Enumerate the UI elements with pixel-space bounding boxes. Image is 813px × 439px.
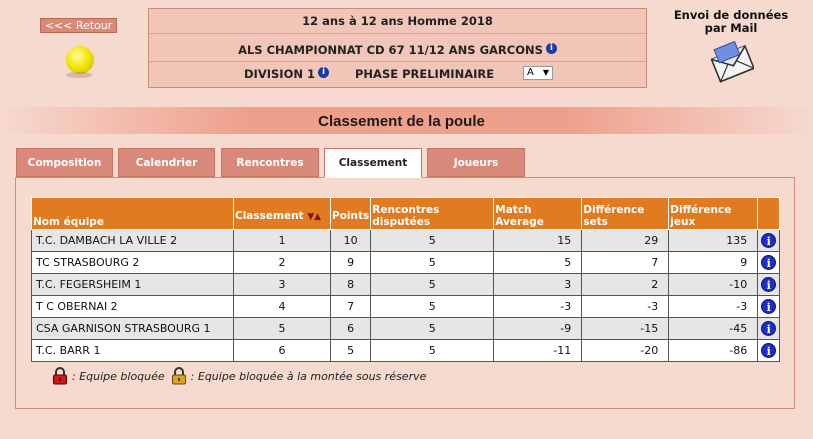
mail-label-line1: Envoi de données [673,8,789,22]
championship-line [149,43,646,57]
points-cell: 9 [331,252,371,274]
legend-blocked: : Equipe bloquée [72,369,165,383]
rank-cell: 4 [234,296,331,318]
ranking-table [31,197,780,362]
info-cell [758,230,780,252]
games-diff-cell: -10 [669,274,758,296]
col-played: Rencontres disputées [371,198,494,230]
rank-cell: 6 [234,340,331,362]
table-row [32,340,780,362]
points-cell: 8 [331,274,371,296]
table-row [32,318,780,340]
set-diff-cell: 2 [582,274,669,296]
legend-blocked-promotion: : Equipe bloquée à la montée sous réserve [190,369,427,383]
team-info-icon[interactable]: i [761,255,776,270]
col-set-diff: Différence sets [582,198,669,230]
tab-classement[interactable]: Classement [324,148,422,178]
played-cell: 5 [371,340,494,362]
team-name: TC STRASBOURG 2 [32,252,234,274]
team-name: T C OBERNAI 2 [32,296,234,318]
points-cell: 10 [331,230,371,252]
gold-lock-icon [171,367,187,385]
match-average-cell: -9 [494,318,582,340]
info-cell [758,318,780,340]
set-diff-cell: -3 [582,296,669,318]
info-cell [758,274,780,296]
mail-label-line2: par Mail [704,21,758,35]
points-cell: 7 [331,296,371,318]
retour-button[interactable]: <<< Retour [40,18,117,33]
red-lock-icon [52,367,68,385]
match-average-cell: 3 [494,274,582,296]
sort-arrows-icon[interactable]: ▼▲ [307,211,322,222]
table-row [32,230,780,252]
table-row [32,296,780,318]
championship-name: ALS CHAMPIONNAT CD 67 11/12 ANS GARCONS [238,43,543,57]
competition-header [148,8,647,88]
set-diff-cell: 29 [582,230,669,252]
set-diff-cell: -20 [582,340,669,362]
division-line [149,67,646,81]
played-cell: 5 [371,296,494,318]
games-diff-cell: -45 [669,318,758,340]
division-info-icon[interactable]: i [318,67,329,78]
tab-joueurs[interactable]: Joueurs [427,148,525,177]
set-diff-cell: 7 [582,252,669,274]
rank-cell: 3 [234,274,331,296]
col-points: Points [331,198,371,230]
points-cell: 5 [331,340,371,362]
team-info-icon[interactable]: i [761,321,776,336]
team-name: T.C. BARR 1 [32,340,234,362]
col-team: Nom équipe [32,198,234,230]
legend [52,367,426,385]
envelope-icon[interactable] [710,40,754,84]
info-cell [758,296,780,318]
team-info-icon[interactable]: i [761,299,776,314]
championship-info-icon[interactable]: i [546,43,557,54]
match-average-cell: 5 [494,252,582,274]
rank-cell: 5 [234,318,331,340]
phase-label: PHASE PRELIMINAIRE [355,67,495,81]
table-header-row [32,198,780,230]
mail-export-label[interactable] [668,9,794,35]
team-info-icon[interactable]: i [761,277,776,292]
tab-rencontres[interactable]: Rencontres [221,148,319,177]
played-cell: 5 [371,252,494,274]
col-info [758,198,780,230]
team-info-icon[interactable]: i [761,343,776,358]
played-cell: 5 [371,274,494,296]
games-diff-cell: -86 [669,340,758,362]
division-name: DIVISION 1 [244,67,315,81]
col-games-diff: Différence jeux [669,198,758,230]
team-name: T.C. DAMBACH LA VILLE 2 [32,230,234,252]
team-info-icon[interactable]: i [761,233,776,248]
ball-shadow [66,72,92,78]
tab-composition[interactable]: Composition [16,148,113,177]
games-diff-cell: 135 [669,230,758,252]
table-row [32,274,780,296]
col-rank-label: Classement [235,209,304,222]
table-row [32,252,780,274]
team-name: T.C. FEGERSHEIM 1 [32,274,234,296]
points-cell: 6 [331,318,371,340]
chevron-down-icon: ▼ [542,68,549,77]
match-average-cell: 15 [494,230,582,252]
games-diff-cell: 9 [669,252,758,274]
page-title: Classement de la poule [318,113,485,130]
tennis-ball-icon [66,46,94,74]
rank-cell: 2 [234,252,331,274]
phase-select[interactable] [523,66,553,80]
info-cell [758,252,780,274]
phase-selected-value: A [527,67,534,78]
played-cell: 5 [371,230,494,252]
col-match-average: Match Average [494,198,582,230]
match-average-cell: -11 [494,340,582,362]
team-name: CSA GARNISON STRASBOURG 1 [32,318,234,340]
tab-calendrier[interactable]: Calendrier [118,148,215,177]
set-diff-cell: -15 [582,318,669,340]
info-cell [758,340,780,362]
col-rank[interactable] [234,198,331,230]
games-diff-cell: -3 [669,296,758,318]
played-cell: 5 [371,318,494,340]
match-average-cell: -3 [494,296,582,318]
category-line: 12 ans à 12 ans Homme 2018 [302,14,493,28]
rank-cell: 1 [234,230,331,252]
